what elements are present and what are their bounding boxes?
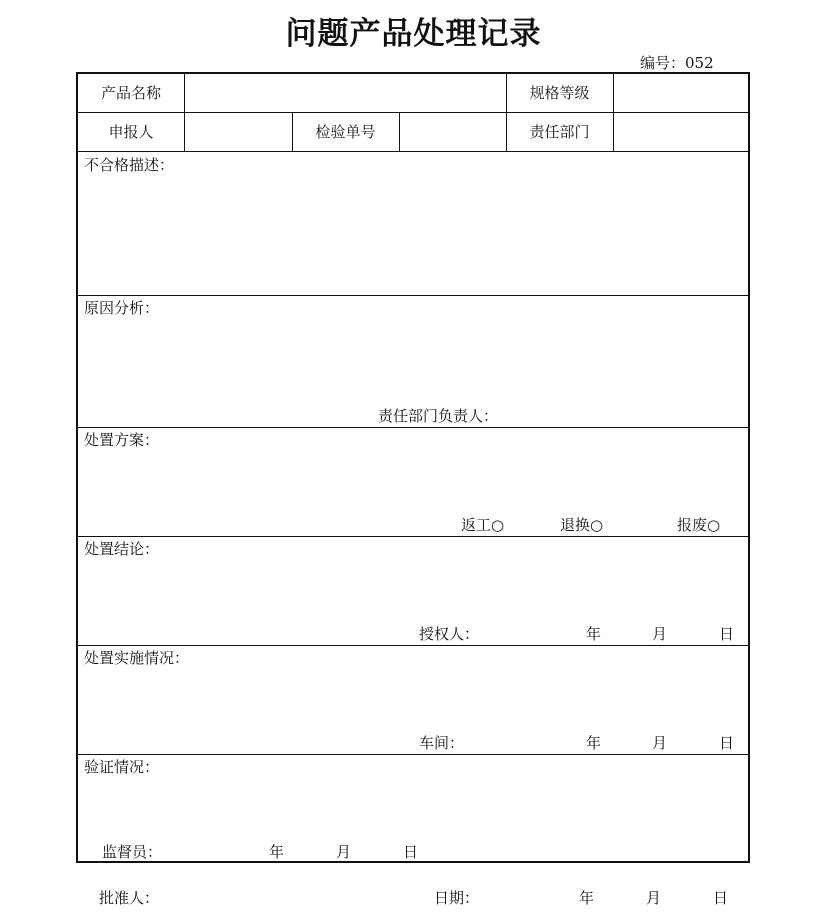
implementation-label: 处置实施情况： [84,649,190,667]
supervisor-label: 监督员： [102,843,163,861]
row-divider [78,536,748,537]
conclusion-day-label: 日 [719,625,735,643]
conclusion-label: 处置结论： [84,540,160,558]
workshop-label: 车间： [419,734,465,752]
option-rework-checkbox[interactable]: 返工○ [461,516,505,534]
inspection-no-label: 检验单号 [315,123,376,141]
conclusion-year-label: 年 [586,625,602,643]
record-form [76,72,750,863]
option-scrap-checkbox[interactable]: 报废○ [677,516,721,534]
responsible-dept-field[interactable] [614,113,748,152]
document-number: 编号：052 [640,54,714,72]
responsible-dept-label: 责任部门 [529,123,590,141]
disposal-plan-label: 处置方案： [84,431,160,449]
approver-label: 批准人： [99,889,160,907]
footer-year-label: 年 [579,889,595,907]
footer-day-label: 日 [713,889,729,907]
row-divider [78,754,748,755]
implementation-day-label: 日 [719,734,735,752]
product-name-label: 产品名称 [100,84,161,102]
implementation-month-label: 月 [652,734,668,752]
row-divider [78,427,748,428]
page-title: 问题产品处理记录 [285,16,542,52]
spec-grade-field[interactable] [614,74,748,113]
cause-analysis-label: 原因分析： [84,299,160,317]
verification-month-label: 月 [336,843,352,861]
verification-year-label: 年 [269,843,285,861]
conclusion-month-label: 月 [652,625,668,643]
row-divider [78,295,748,296]
verification-label: 验证情况： [84,758,160,776]
reporter-label: 申报人 [108,123,154,141]
authorizer-label: 授权人： [419,625,480,643]
footer-month-label: 月 [646,889,662,907]
dept-head-signer-label: 责任部门负责人： [378,407,499,425]
date-label: 日期： [434,889,480,907]
verification-day-label: 日 [403,843,419,861]
spec-grade-label: 规格等级 [529,84,590,102]
nonconformity-label: 不合格描述： [84,156,175,174]
product-name-field[interactable] [185,74,506,113]
row-divider [78,645,748,646]
option-return-checkbox[interactable]: 退换○ [560,516,604,534]
reporter-field[interactable] [185,113,292,152]
implementation-year-label: 年 [586,734,602,752]
inspection-no-field[interactable] [400,113,506,152]
